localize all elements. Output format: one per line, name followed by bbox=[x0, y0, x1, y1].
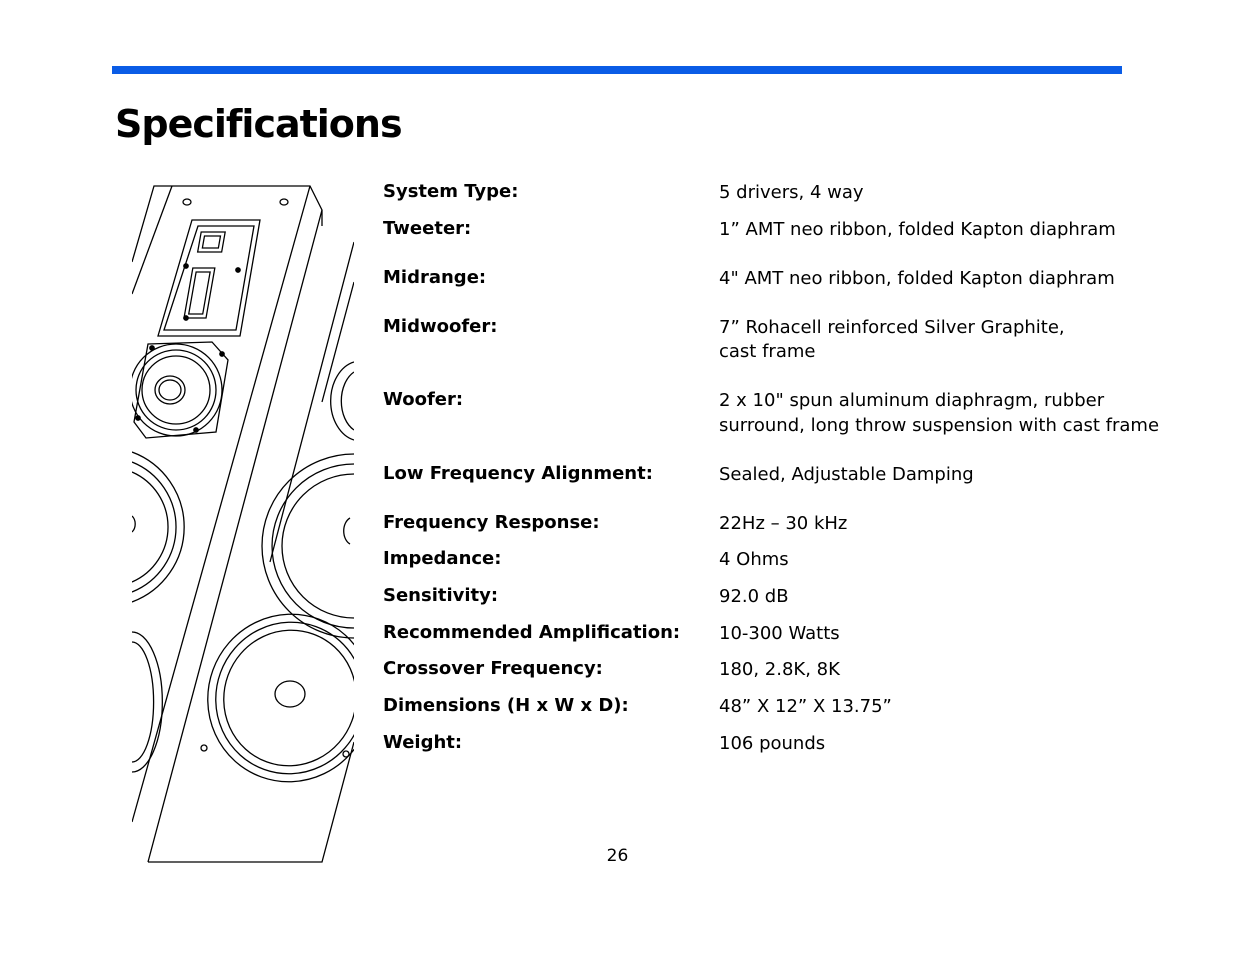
spec-value-recommended-amplification: 10-300 Watts bbox=[719, 623, 840, 644]
spec-value-crossover-frequency: 180, 2.8K, 8K bbox=[719, 659, 840, 680]
spec-label-frequency-response: Frequency Response: bbox=[383, 512, 600, 533]
top-accent-rule bbox=[112, 66, 1122, 74]
spec-value-woofer: 2 x 10" spun aluminum diaphragm, rubber bbox=[719, 390, 1105, 411]
spec-value-system-type: 5 drivers, 4 way bbox=[719, 182, 864, 203]
spec-value-weight: 106 pounds bbox=[719, 733, 826, 754]
spec-value-woofer-line2: surround, long throw suspension with cast frame bbox=[719, 415, 1160, 436]
spec-value-midwoofer: 7” Rohacell reinforced Silver Graphite, bbox=[719, 317, 1065, 338]
spec-label-dimensions: Dimensions (H x W x D): bbox=[383, 695, 629, 716]
spec-value-low-frequency-alignment: Sealed, Adjustable Damping bbox=[719, 464, 974, 485]
spec-value-tweeter: 1” AMT neo ribbon, folded Kapton diaphram bbox=[719, 219, 1116, 240]
spec-label-low-frequency-alignment: Low Frequency Alignment: bbox=[383, 463, 653, 484]
spec-label-crossover-frequency: Crossover Frequency: bbox=[383, 658, 603, 679]
page-title: Specifications bbox=[115, 102, 402, 146]
page-number: 26 bbox=[606, 846, 629, 866]
spec-label-tweeter: Tweeter: bbox=[383, 218, 472, 239]
spec-value-frequency-response: 22Hz – 30 kHz bbox=[719, 513, 848, 534]
spec-value-impedance: 4 Ohms bbox=[719, 549, 789, 570]
spec-value-midrange: 4" AMT neo ribbon, folded Kapton diaphram bbox=[719, 268, 1115, 289]
spec-label-weight: Weight: bbox=[383, 732, 463, 753]
spec-label-impedance: Impedance: bbox=[383, 548, 502, 569]
spec-label-woofer: Woofer: bbox=[383, 389, 464, 410]
spec-label-sensitivity: Sensitivity: bbox=[383, 585, 499, 606]
spec-label-recommended-amplification: Recommended Amplification: bbox=[383, 622, 681, 643]
spec-value-midwoofer-line2: cast frame bbox=[719, 341, 816, 362]
spec-label-system-type: System Type: bbox=[383, 181, 519, 202]
spec-value-dimensions: 48” X 12” X 13.75” bbox=[719, 696, 892, 717]
spec-label-midrange: Midrange: bbox=[383, 267, 487, 288]
spec-label-midwoofer: Midwoofer: bbox=[383, 316, 498, 337]
spec-value-sensitivity: 92.0 dB bbox=[719, 586, 789, 607]
speaker-illustration bbox=[132, 182, 354, 866]
